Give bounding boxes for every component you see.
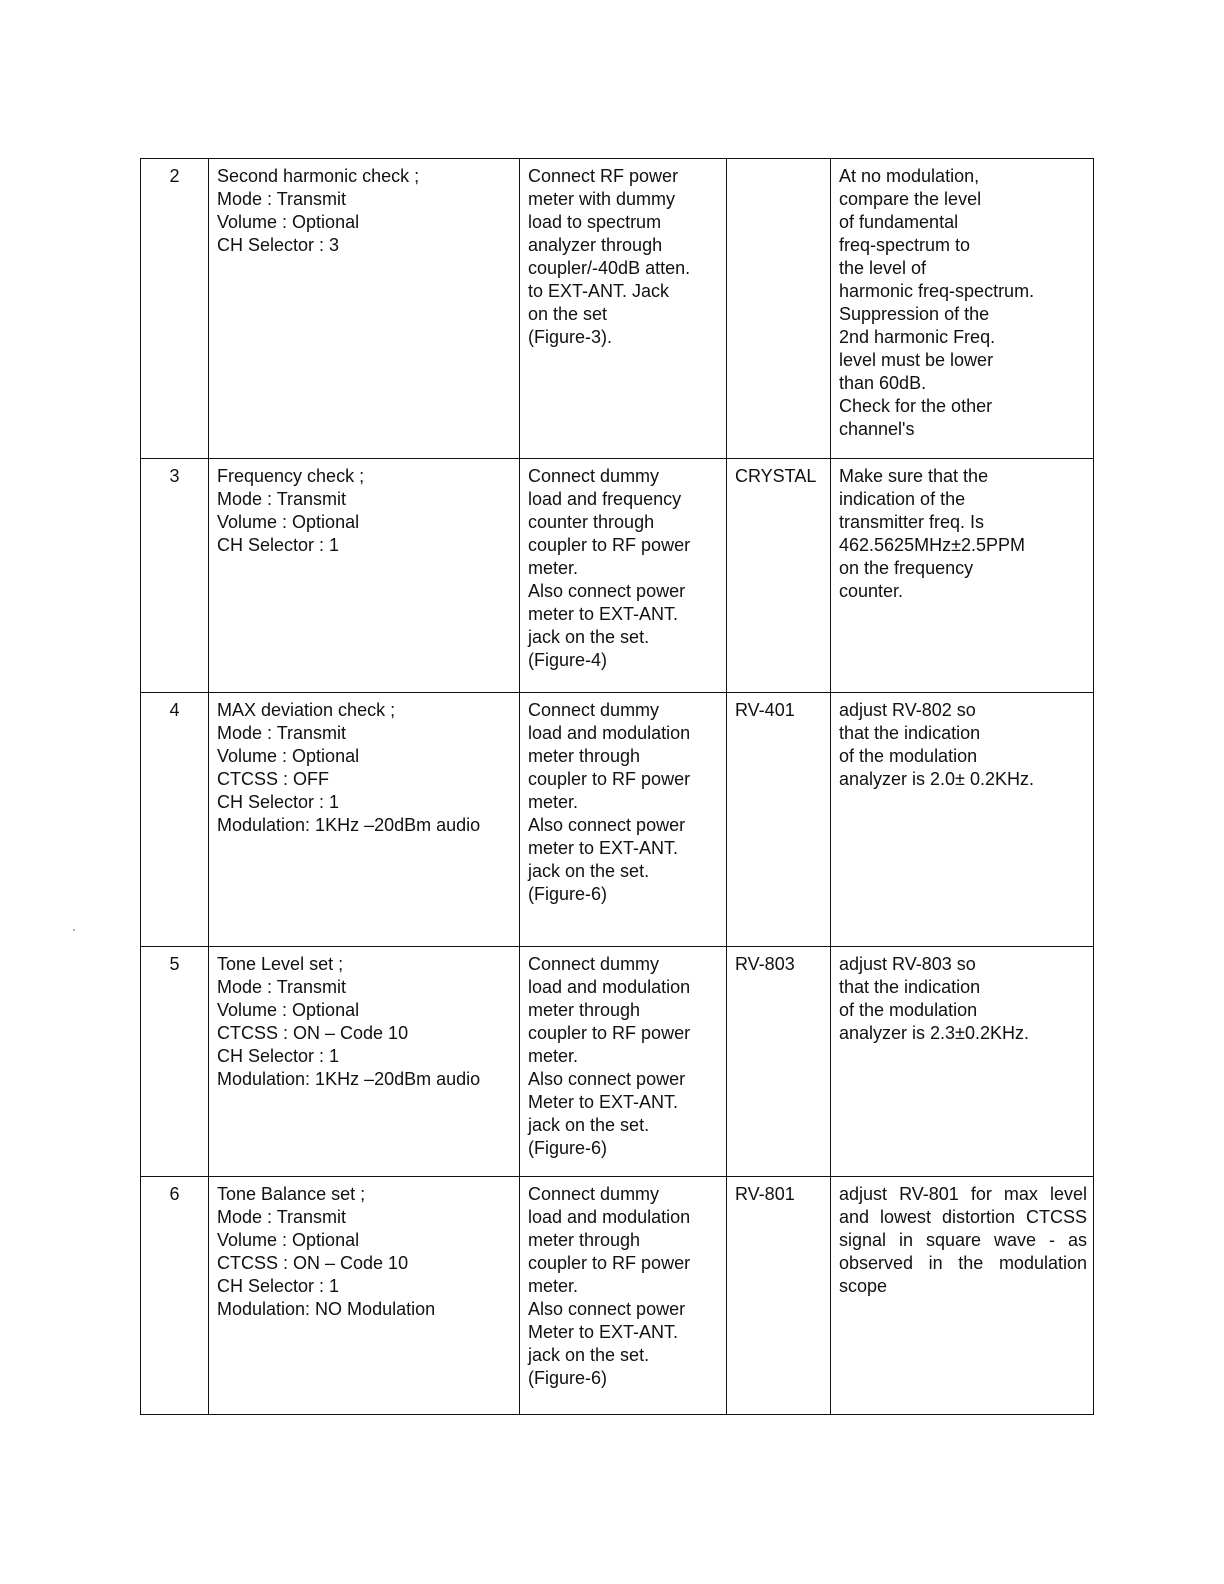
procedure-table xyxy=(140,158,1094,1415)
table-row xyxy=(141,1177,1094,1415)
connection-cell: Connect dummy load and frequency counter through coupler to RF power meter. Also connect power meter to EXT-ANT. jack on the set. (Figure-4) xyxy=(520,459,727,693)
table-row xyxy=(141,159,1094,459)
step-number: 4 xyxy=(141,693,209,947)
connection-cell: Connect dummy load and modulation meter through coupler to RF power meter. Also connect power meter to EXT-ANT. jack on the set. (Figure-6) xyxy=(520,693,727,947)
specification-cell: adjust RV-803 so that the indication of the modulation analyzer is 2.3±0.2KHz. xyxy=(831,947,1094,1177)
adjust-point-cell: RV-803 xyxy=(727,947,831,1177)
step-number: 3 xyxy=(141,459,209,693)
specification-cell: At no modulation, compare the level of fundamental freq-spectrum to the level of harmonic freq-spectrum. Suppression of the 2nd harmonic Freq. level must be lower than 60dB. Check for the other channel's xyxy=(831,159,1094,459)
procedure-cell: MAX deviation check ; Mode : Transmit Volume : Optional CTCSS : OFF CH Selector : 1 Modulation: 1KHz –20dBm audio xyxy=(209,693,520,947)
specification-cell: Make sure that the indication of the transmitter freq. Is 462.5625MHz±2.5PPM on the frequency counter. xyxy=(831,459,1094,693)
adjust-point-cell: RV-801 xyxy=(727,1177,831,1415)
connection-cell: Connect RF power meter with dummy load to spectrum analyzer through coupler/-40dB atten. to EXT-ANT. Jack on the set (Figure-3). xyxy=(520,159,727,459)
step-number: 6 xyxy=(141,1177,209,1415)
step-number: 5 xyxy=(141,947,209,1177)
procedure-cell: Frequency check ; Mode : Transmit Volume : Optional CH Selector : 1 xyxy=(209,459,520,693)
procedure-cell: Tone Balance set ; Mode : Transmit Volume : Optional CTCSS : ON – Code 10 CH Selector : 1 Modulation: NO Modulation xyxy=(209,1177,520,1415)
specification-cell: adjust RV-801 for max level and lowest distortion CTCSS signal in square wave - as observed in the modulation scope xyxy=(831,1177,1094,1415)
table-row xyxy=(141,459,1094,693)
connection-cell: Connect dummy load and modulation meter through coupler to RF power meter. Also connect power Meter to EXT-ANT. jack on the set. (Figure-6) xyxy=(520,1177,727,1415)
specification-cell: adjust RV-802 so that the indication of the modulation analyzer is 2.0± 0.2KHz. xyxy=(831,693,1094,947)
procedure-cell: Second harmonic check ; Mode : Transmit Volume : Optional CH Selector : 3 xyxy=(209,159,520,459)
connection-cell: Connect dummy load and modulation meter through coupler to RF power meter. Also connect power Meter to EXT-ANT. jack on the set. (Figure-6) xyxy=(520,947,727,1177)
adjust-point-cell: CRYSTAL xyxy=(727,459,831,693)
step-number: 2 xyxy=(141,159,209,459)
scan-speck: · xyxy=(72,922,76,936)
adjust-point-cell xyxy=(727,159,831,459)
adjust-point-cell: RV-401 xyxy=(727,693,831,947)
table-row xyxy=(141,947,1094,1177)
procedure-cell: Tone Level set ; Mode : Transmit Volume : Optional CTCSS : ON – Code 10 CH Selector : 1 Modulation: 1KHz –20dBm audio xyxy=(209,947,520,1177)
table-row xyxy=(141,693,1094,947)
